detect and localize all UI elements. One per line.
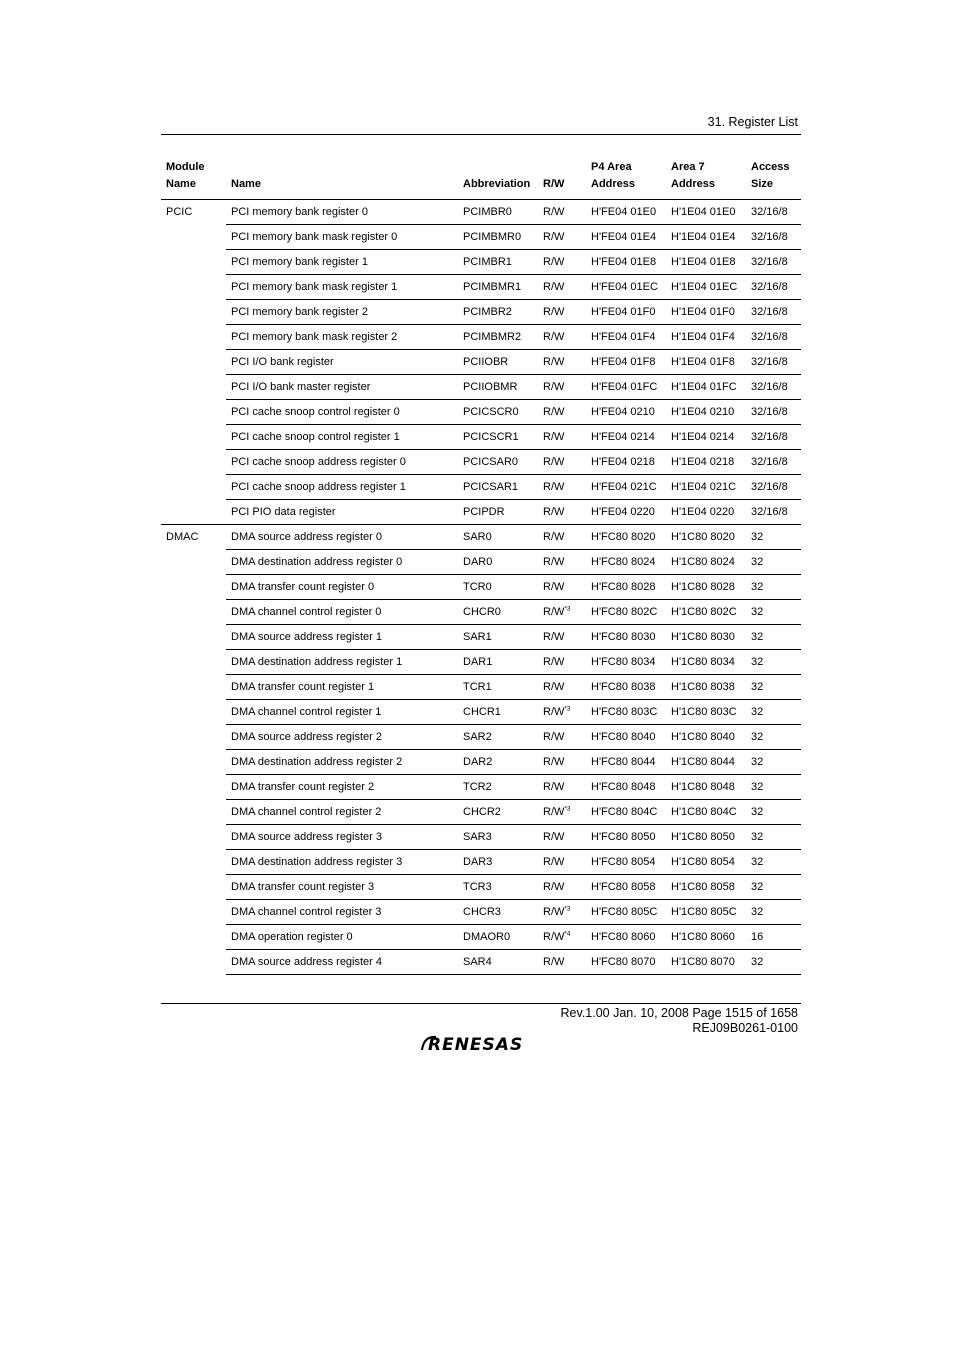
cell-name: DMA transfer count register 3 — [226, 875, 458, 900]
cell-area7-address: H'1C80 8024 — [666, 550, 746, 575]
cell-name: DMA source address register 2 — [226, 725, 458, 750]
cell-name: DMA source address register 1 — [226, 625, 458, 650]
table-row — [161, 650, 801, 675]
cell-area7-address: H'1E04 01F4 — [666, 325, 746, 350]
footnote-marker: *3 — [564, 605, 571, 613]
table-row — [161, 425, 801, 450]
cell-rw — [538, 450, 586, 475]
rw-text: R/W — [543, 656, 565, 668]
table-row — [161, 675, 801, 700]
cell-area7-address: H'1C80 8054 — [666, 850, 746, 875]
cell-module: PCIC — [166, 206, 193, 218]
cell-access-size: 32/16/8 — [746, 475, 801, 500]
renesas-logo — [420, 1033, 542, 1055]
col-header-rw: R/W — [538, 157, 586, 200]
cell-p4-address: H'FC80 8058 — [586, 875, 666, 900]
renesas-logo-text: RENESAS — [428, 1035, 524, 1055]
cell-area7-address: H'1E04 01E8 — [666, 250, 746, 275]
cell-p4-address: H'FE04 0218 — [586, 450, 666, 475]
table-row — [161, 250, 801, 275]
cell-rw — [538, 700, 586, 725]
rw-text: R/W — [543, 506, 565, 518]
cell-p4-address: H'FC80 8028 — [586, 575, 666, 600]
cell-name: DMA destination address register 1 — [226, 650, 458, 675]
cell-access-size: 32/16/8 — [746, 450, 801, 475]
cell-rw — [538, 850, 586, 875]
col-header-access-size: Access Size — [746, 157, 801, 200]
cell-rw — [538, 550, 586, 575]
cell-name: DMA channel control register 0 — [226, 600, 458, 625]
table-row — [161, 725, 801, 750]
cell-area7-address: H'1E04 01E4 — [666, 225, 746, 250]
cell-area7-address: H'1C80 805C — [666, 900, 746, 925]
cell-p4-address: H'FE04 01FC — [586, 375, 666, 400]
cell-rw — [538, 925, 586, 950]
cell-area7-address: H'1E04 01FC — [666, 375, 746, 400]
cell-abbreviation: TCR2 — [458, 775, 538, 800]
register-table — [161, 157, 801, 975]
rw-text: R/W — [543, 806, 565, 818]
cell-abbreviation: PCIMBR1 — [458, 250, 538, 275]
cell-p4-address: H'FC80 802C — [586, 600, 666, 625]
cell-area7-address: H'1C80 804C — [666, 800, 746, 825]
cell-abbreviation: PCIIOBR — [458, 350, 538, 375]
cell-rw — [538, 575, 586, 600]
cell-p4-address: H'FC80 8048 — [586, 775, 666, 800]
cell-access-size: 32 — [746, 950, 801, 975]
cell-area7-address: H'1C80 8050 — [666, 825, 746, 850]
cell-rw — [538, 775, 586, 800]
cell-abbreviation: PCIMBMR0 — [458, 225, 538, 250]
footnote-marker: *3 — [564, 905, 571, 913]
cell-abbreviation: PCICSAR0 — [458, 450, 538, 475]
rw-text: R/W — [543, 631, 565, 643]
cell-rw — [538, 250, 586, 275]
cell-rw — [538, 900, 586, 925]
cell-access-size: 32/16/8 — [746, 350, 801, 375]
cell-abbreviation: SAR4 — [458, 950, 538, 975]
cell-area7-address: H'1E04 01F0 — [666, 300, 746, 325]
cell-area7-address: H'1C80 803C — [666, 700, 746, 725]
cell-area7-address: H'1E04 0220 — [671, 506, 735, 518]
table-row — [161, 600, 801, 625]
cell-access-size: 32 — [746, 775, 801, 800]
cell-rw — [538, 750, 586, 775]
cell-name: DMA transfer count register 2 — [226, 775, 458, 800]
cell-p4-address: H'FC80 8060 — [586, 925, 666, 950]
rw-text: R/W — [543, 531, 565, 543]
cell-access-size: 32 — [746, 675, 801, 700]
cell-name: DMA source address register 3 — [226, 825, 458, 850]
cell-p4-address: H'FE04 01E4 — [586, 225, 666, 250]
cell-name: PCI memory bank register 0 — [226, 200, 458, 225]
table-row — [161, 525, 801, 550]
table-row — [161, 325, 801, 350]
col-header-module: Module Name — [161, 157, 226, 200]
cell-area7-address: H'1C80 8020 — [666, 525, 746, 550]
rw-text: R/W — [543, 756, 565, 768]
cell-name: PCI memory bank register 1 — [226, 250, 458, 275]
cell-abbreviation: DMAOR0 — [458, 925, 538, 950]
table-row — [161, 950, 801, 975]
table-row — [161, 925, 801, 950]
cell-access-size: 32 — [746, 525, 801, 550]
footer-revision: Rev.1.00 Jan. 10, 2008 Page 1515 of 1658 — [560, 1006, 798, 1020]
cell-rw — [538, 300, 586, 325]
rw-text: R/W — [543, 606, 565, 618]
cell-abbreviation: TCR1 — [458, 675, 538, 700]
rw-text: R/W — [543, 956, 565, 968]
table-row — [161, 375, 801, 400]
cell-area7-address: H'1C80 8060 — [666, 925, 746, 950]
cell-area7-address: H'1E04 0218 — [666, 450, 746, 475]
cell-area7-address: H'1C80 8048 — [666, 775, 746, 800]
cell-name: PCI PIO data register — [231, 506, 336, 518]
cell-p4-address: H'FC80 805C — [586, 900, 666, 925]
rw-text: R/W — [543, 206, 565, 218]
header-rule — [161, 134, 801, 135]
cell-area7-address: H'1C80 8034 — [666, 650, 746, 675]
cell-abbreviation: DAR1 — [458, 650, 538, 675]
table-row — [161, 300, 801, 325]
cell-rw — [538, 200, 586, 225]
table-row — [161, 575, 801, 600]
cell-p4-address: H'FC80 8050 — [586, 825, 666, 850]
rw-text: R/W — [543, 581, 565, 593]
cell-area7-address: H'1E04 0214 — [666, 425, 746, 450]
cell-access-size: 32 — [746, 725, 801, 750]
rw-text: R/W — [543, 431, 565, 443]
cell-access-size: 32 — [746, 575, 801, 600]
cell-abbreviation: CHCR1 — [458, 700, 538, 725]
cell-rw — [538, 225, 586, 250]
cell-p4-address: H'FE04 01F0 — [586, 300, 666, 325]
table-row — [161, 350, 801, 375]
cell-access-size: 16 — [746, 925, 801, 950]
cell-area7-address: H'1C80 8030 — [666, 625, 746, 650]
cell-area7-address: H'1C80 8038 — [666, 675, 746, 700]
cell-name: PCI cache snoop address register 1 — [226, 475, 458, 500]
rw-text: R/W — [543, 681, 565, 693]
cell-access-size: 32 — [746, 800, 801, 825]
footnote-marker: *3 — [564, 705, 571, 713]
cell-abbreviation: CHCR2 — [458, 800, 538, 825]
rw-text: R/W — [543, 381, 565, 393]
cell-rw — [538, 725, 586, 750]
cell-p4-address: H'FE04 01F8 — [586, 350, 666, 375]
cell-access-size: 32 — [746, 700, 801, 725]
rw-text: R/W — [543, 906, 565, 918]
cell-abbreviation: PCIMBR0 — [458, 200, 538, 225]
cell-rw — [538, 525, 586, 550]
footnote-marker: *3 — [564, 805, 571, 813]
col-header-name: Name — [226, 157, 458, 200]
cell-name: PCI I/O bank master register — [226, 375, 458, 400]
cell-name: PCI cache snoop control register 1 — [226, 425, 458, 450]
cell-p4-address: H'FC80 8038 — [586, 675, 666, 700]
cell-abbreviation: PCIMBMR2 — [458, 325, 538, 350]
cell-area7-address: H'1E04 021C — [666, 475, 746, 500]
cell-abbreviation: DAR0 — [458, 550, 538, 575]
cell-rw — [538, 350, 586, 375]
cell-name: PCI cache snoop address register 0 — [226, 450, 458, 475]
rw-text: R/W — [543, 356, 565, 368]
cell-rw — [538, 425, 586, 450]
cell-name: DMA destination address register 0 — [226, 550, 458, 575]
cell-area7-address: H'1E04 01F8 — [666, 350, 746, 375]
cell-access-size: 32 — [746, 625, 801, 650]
cell-area7-address: H'1C80 8070 — [666, 950, 746, 975]
cell-p4-address: H'FE04 01F4 — [586, 325, 666, 350]
cell-p4-address: H'FC80 8054 — [586, 850, 666, 875]
cell-rw — [538, 475, 586, 500]
cell-name: DMA source address register 0 — [226, 525, 458, 550]
cell-abbreviation: PCIPDR — [463, 506, 505, 518]
table-row — [161, 275, 801, 300]
cell-rw — [538, 600, 586, 625]
table-row — [161, 825, 801, 850]
rw-text: R/W — [543, 556, 565, 568]
table-row — [161, 850, 801, 875]
table-row — [161, 200, 801, 225]
cell-p4-address: H'FC80 8020 — [586, 525, 666, 550]
table-row — [161, 400, 801, 425]
rw-text: R/W — [543, 781, 565, 793]
table-row — [161, 225, 801, 250]
cell-name: PCI memory bank register 2 — [226, 300, 458, 325]
footnote-marker: *4 — [564, 930, 571, 938]
rw-text: R/W — [543, 881, 565, 893]
cell-abbreviation: CHCR3 — [458, 900, 538, 925]
table-row — [161, 750, 801, 775]
cell-access-size: 32/16/8 — [746, 375, 801, 400]
cell-rw — [538, 625, 586, 650]
cell-name: DMA channel control register 1 — [226, 700, 458, 725]
cell-abbreviation: PCICSCR0 — [458, 400, 538, 425]
table-row — [161, 550, 801, 575]
cell-rw — [538, 825, 586, 850]
cell-abbreviation: TCR0 — [458, 575, 538, 600]
table-body — [161, 200, 801, 975]
cell-name: DMA destination address register 2 — [226, 750, 458, 775]
cell-p4-address: H'FC80 804C — [586, 800, 666, 825]
cell-rw — [538, 800, 586, 825]
table-row — [161, 700, 801, 725]
cell-name: DMA source address register 4 — [226, 950, 458, 975]
cell-p4-address: H'FC80 8040 — [586, 725, 666, 750]
table-row — [161, 475, 801, 500]
cell-abbreviation: PCICSCR1 — [458, 425, 538, 450]
table-header — [161, 157, 801, 200]
cell-area7-address: H'1E04 01EC — [666, 275, 746, 300]
cell-abbreviation: SAR1 — [458, 625, 538, 650]
cell-abbreviation: DAR3 — [458, 850, 538, 875]
cell-access-size: 32/16/8 — [746, 200, 801, 225]
footer-rule — [161, 1003, 801, 1004]
cell-p4-address: H'FE04 0220 — [591, 506, 655, 518]
cell-name: PCI cache snoop control register 0 — [226, 400, 458, 425]
cell-name: DMA transfer count register 1 — [226, 675, 458, 700]
table-row — [161, 450, 801, 475]
cell-abbreviation: SAR0 — [458, 525, 538, 550]
cell-access-size: 32 — [746, 550, 801, 575]
cell-access-size: 32 — [746, 900, 801, 925]
cell-access-size: 32 — [746, 650, 801, 675]
cell-rw — [538, 400, 586, 425]
cell-rw — [538, 950, 586, 975]
cell-access-size: 32 — [746, 600, 801, 625]
cell-abbreviation: TCR3 — [458, 875, 538, 900]
cell-area7-address: H'1E04 01E0 — [666, 200, 746, 225]
rw-text: R/W — [543, 831, 565, 843]
rw-text: R/W — [543, 256, 565, 268]
table-row — [161, 875, 801, 900]
cell-rw — [538, 275, 586, 300]
cell-p4-address: H'FE04 021C — [586, 475, 666, 500]
cell-name: PCI I/O bank register — [226, 350, 458, 375]
rw-text: R/W — [543, 481, 565, 493]
cell-access-size: 32/16/8 — [746, 425, 801, 450]
cell-area7-address: H'1E04 0210 — [666, 400, 746, 425]
cell-access-size: 32 — [746, 750, 801, 775]
cell-rw — [538, 375, 586, 400]
cell-p4-address: H'FC80 8070 — [586, 950, 666, 975]
cell-abbreviation: PCIIOBMR — [458, 375, 538, 400]
cell-area7-address: H'1C80 8044 — [666, 750, 746, 775]
cell-area7-address: H'1C80 8028 — [666, 575, 746, 600]
rw-text: R/W — [543, 406, 565, 418]
cell-p4-address: H'FE04 01E8 — [586, 250, 666, 275]
cell-access-size: 32/16/8 — [746, 300, 801, 325]
cell-access-size: 32/16/8 — [746, 325, 801, 350]
cell-access-size: 32/16/8 — [751, 506, 788, 518]
cell-access-size: 32 — [746, 850, 801, 875]
cell-p4-address: H'FE04 01E0 — [586, 200, 666, 225]
rw-text: R/W — [543, 931, 565, 943]
rw-text: R/W — [543, 306, 565, 318]
cell-name: DMA channel control register 2 — [226, 800, 458, 825]
cell-abbreviation: CHCR0 — [458, 600, 538, 625]
cell-abbreviation: SAR3 — [458, 825, 538, 850]
cell-access-size: 32 — [746, 825, 801, 850]
renesas-logo-mark — [420, 1033, 542, 1055]
rw-text: R/W — [543, 456, 565, 468]
cell-area7-address: H'1C80 802C — [666, 600, 746, 625]
cell-p4-address: H'FC80 8030 — [586, 625, 666, 650]
cell-name: PCI memory bank mask register 2 — [226, 325, 458, 350]
cell-p4-address: H'FC80 803C — [586, 700, 666, 725]
cell-name: DMA operation register 0 — [226, 925, 458, 950]
cell-p4-address: H'FE04 0210 — [586, 400, 666, 425]
table-row — [161, 500, 801, 525]
cell-name: DMA destination address register 3 — [226, 850, 458, 875]
cell-area7-address: H'1C80 8040 — [666, 725, 746, 750]
cell-p4-address: H'FE04 0214 — [586, 425, 666, 450]
table-row — [161, 900, 801, 925]
cell-area7-address: H'1C80 8058 — [666, 875, 746, 900]
col-header-abbreviation: Abbreviation — [458, 157, 538, 200]
cell-access-size: 32/16/8 — [746, 275, 801, 300]
cell-p4-address: H'FE04 01EC — [586, 275, 666, 300]
cell-rw — [538, 675, 586, 700]
cell-abbreviation: PCIMBMR1 — [458, 275, 538, 300]
rw-text: R/W — [543, 331, 565, 343]
rw-text: R/W — [543, 281, 565, 293]
col-header-p4-address: P4 Area Address — [586, 157, 666, 200]
cell-rw — [538, 650, 586, 675]
cell-p4-address: H'FC80 8024 — [586, 550, 666, 575]
table-row — [161, 800, 801, 825]
rw-text: R/W — [543, 231, 565, 243]
col-header-area7-address: Area 7 Address — [666, 157, 746, 200]
cell-abbreviation: PCICSAR1 — [458, 475, 538, 500]
cell-access-size: 32 — [746, 875, 801, 900]
cell-p4-address: H'FC80 8044 — [586, 750, 666, 775]
section-header: 31. Register List — [707, 115, 798, 129]
cell-abbreviation: PCIMBR2 — [458, 300, 538, 325]
footer-doc-number: REJ09B0261-0100 — [692, 1021, 798, 1035]
table-row — [161, 625, 801, 650]
cell-abbreviation: SAR2 — [458, 725, 538, 750]
cell-rw — [538, 875, 586, 900]
rw-text: R/W — [543, 731, 565, 743]
cell-access-size: 32/16/8 — [746, 250, 801, 275]
cell-rw — [538, 325, 586, 350]
rw-text: R/W — [543, 856, 565, 868]
cell-module: DMAC — [161, 525, 226, 975]
cell-name: PCI memory bank mask register 0 — [226, 225, 458, 250]
cell-access-size: 32/16/8 — [746, 225, 801, 250]
cell-rw — [538, 500, 586, 525]
cell-name: DMA transfer count register 0 — [226, 575, 458, 600]
rw-text: R/W — [543, 706, 565, 718]
cell-access-size: 32/16/8 — [746, 400, 801, 425]
cell-p4-address: H'FC80 8034 — [586, 650, 666, 675]
table-row — [161, 775, 801, 800]
cell-abbreviation: DAR2 — [458, 750, 538, 775]
cell-name: PCI memory bank mask register 1 — [226, 275, 458, 300]
cell-name: DMA channel control register 3 — [226, 900, 458, 925]
